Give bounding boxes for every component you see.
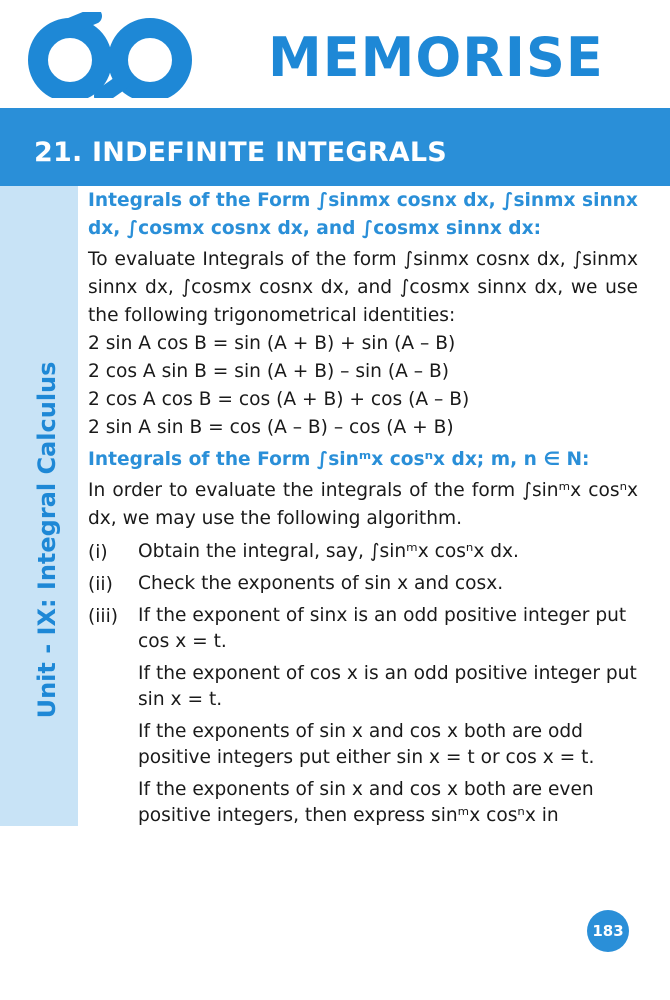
identity-2: 2 cos A sin B = sin (A + B) – sin (A – B) xyxy=(88,361,449,382)
brand-title: MEMORISE xyxy=(268,26,604,89)
page-number: 183 xyxy=(587,910,629,952)
header xyxy=(0,0,670,110)
section1-heading: Integrals of the Form ∫sinmx cosnx dx, ∫sinmx sinnx dx, ∫cosmx cosnx dx, and ∫cosmx sinnx dx: xyxy=(88,190,638,239)
step-number: (ii) xyxy=(88,574,113,595)
chapter-title: 21. INDEFINITE INTEGRALS xyxy=(34,137,447,168)
unit-label: Unit - IX: Integral Calculus xyxy=(33,361,61,719)
step-subpoint: If the exponent of cos x is an odd positive integer put sin x = t. xyxy=(138,663,637,710)
section1-intro: To evaluate Integrals of the form ∫sinmx cosnx dx, ∫sinmx sinnx dx, ∫cosmx cosnx dx, and ∫cosmx sinnx dx, we use the following trigonometrical identities: xyxy=(88,249,638,326)
list-item xyxy=(88,539,638,571)
list-item xyxy=(88,571,638,603)
step-text: Check the exponents of sin x and cosx. xyxy=(138,573,504,594)
identity-1: 2 sin A cos B = sin (A + B) + sin (A – B) xyxy=(88,333,456,354)
step-text: Obtain the integral, say, ∫sinᵐx cosⁿx dx. xyxy=(138,541,519,562)
section2-intro: In order to evaluate the integrals of the form ∫sinᵐx cosⁿx dx, we may use the following algorithm. xyxy=(88,480,638,529)
algorithm-steps xyxy=(88,539,638,835)
step-text: If the exponent of sinx is an odd positive integer put cos x = t. xyxy=(138,605,627,652)
identity-3: 2 cos A cos B = cos (A + B) + cos (A – B) xyxy=(88,389,470,410)
brand-logo-icon xyxy=(22,12,202,98)
step-subpoint: If the exponents of sin x and cos x both are even positive integers, then express sinᵐx cosⁿx in xyxy=(138,779,594,826)
identity-4: 2 sin A sin B = cos (A – B) – cos (A + B) xyxy=(88,417,454,438)
step-number: (iii) xyxy=(88,606,119,627)
list-item xyxy=(88,603,638,661)
step-number: (i) xyxy=(88,542,108,563)
step-subpoint: If the exponents of sin x and cos x both are odd positive integers put either sin x = t or cos x = t. xyxy=(138,721,595,768)
page-content xyxy=(88,187,638,835)
section2-heading: Integrals of the Form ∫sinᵐx cosⁿx dx; m, n ∈ N: xyxy=(88,449,590,470)
